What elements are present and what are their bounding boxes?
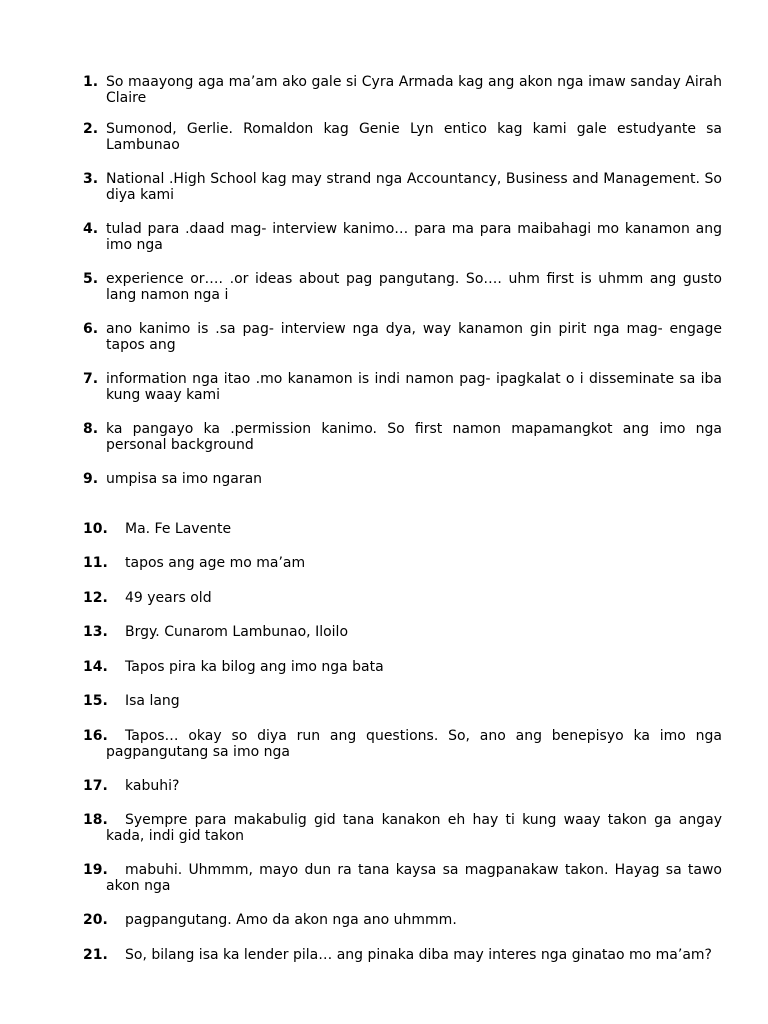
item-text: pagpangutang. Amo da akon nga ano uhmmm. xyxy=(125,912,457,928)
item-number: 21. xyxy=(83,947,108,963)
list-item xyxy=(83,74,722,106)
item-number: 19. xyxy=(83,862,108,878)
list-item xyxy=(83,624,722,640)
item-text: Brgy. Cunarom Lambunao, Iloilo xyxy=(125,624,349,640)
item-number: 5. xyxy=(83,271,99,287)
list-item xyxy=(83,862,722,894)
list-item xyxy=(83,590,722,606)
item-text: ano kanimo is .sa pag- interview nga dya, way kanamon gin pirit nga mag- engage tapos ang xyxy=(106,321,722,353)
item-text: tapos ang age mo ma’am xyxy=(125,555,306,571)
item-text: Syempre para makabulig gid tana kanakon eh hay ti kung waay takon ga angay kada, indi gid takon xyxy=(106,812,722,844)
item-text: So maayong aga ma’am ako gale si Cyra Armada kag ang akon nga imaw sanday Airah Claire xyxy=(106,74,722,106)
item-text: umpisa sa imo ngaran xyxy=(106,471,263,487)
list-item xyxy=(83,659,722,675)
list-item xyxy=(83,121,722,153)
item-number: 18. xyxy=(83,812,108,828)
list-item xyxy=(83,371,722,403)
item-number: 4. xyxy=(83,221,99,237)
item-number: 10. xyxy=(83,521,108,537)
item-number: 20. xyxy=(83,912,108,928)
list-item xyxy=(83,947,722,963)
item-text: Isa lang xyxy=(125,693,180,709)
item-text: Tapos… okay so diya run ang questions. So, ano ang benepisyo ka imo nga pagpangutang sa imo nga xyxy=(106,728,722,760)
item-text: Tapos pira ka bilog ang imo nga bata xyxy=(125,659,384,675)
item-number: 6. xyxy=(83,321,99,337)
list-item xyxy=(83,693,722,709)
list-item xyxy=(83,471,722,487)
item-number: 15. xyxy=(83,693,108,709)
list-item xyxy=(83,321,722,353)
list-item xyxy=(83,171,722,203)
list-item xyxy=(83,728,722,760)
item-text: kabuhi? xyxy=(125,778,180,794)
item-number: 3. xyxy=(83,171,99,187)
item-number: 8. xyxy=(83,421,99,437)
list-item xyxy=(83,521,722,537)
item-text: National .High School kag may strand nga Accountancy, Business and Management. So diya kami xyxy=(106,171,722,203)
item-number: 11. xyxy=(83,555,108,571)
list-item xyxy=(83,271,722,303)
item-number: 16. xyxy=(83,728,108,744)
item-text: tulad para .daad mag- interview kanimo… para ma para maibahagi mo kanamon ang imo nga xyxy=(106,221,722,253)
item-number: 9. xyxy=(83,471,99,487)
item-number: 13. xyxy=(83,624,108,640)
list-item xyxy=(83,221,722,253)
item-text: information nga itao .mo kanamon is indi namon pag- ipagkalat o i disseminate sa iba kung waay kami xyxy=(106,371,722,403)
item-text: 49 years old xyxy=(125,590,212,606)
item-text: Sumonod, Gerlie. Romaldon kag Genie Lyn entico kag kami gale estudyante sa Lambunao xyxy=(106,121,722,153)
item-number: 7. xyxy=(83,371,99,387)
list-item xyxy=(83,812,722,844)
list-item xyxy=(83,912,722,928)
item-text: So, bilang isa ka lender pila… ang pinaka diba may interes nga ginatao mo ma’am? xyxy=(125,947,712,963)
list-item xyxy=(83,778,722,794)
item-number: 17. xyxy=(83,778,108,794)
item-number: 2. xyxy=(83,121,99,137)
item-text: ka pangayo ka .permission kanimo. So first namon mapamangkot ang imo nga personal background xyxy=(106,421,722,453)
item-text: Ma. Fe Lavente xyxy=(125,521,232,537)
item-number: 1. xyxy=(83,74,99,90)
item-text: experience or…. .or ideas about pag pangutang. So…. uhm first is uhmm ang gusto lang namon nga i xyxy=(106,271,722,303)
item-text: mabuhi. Uhmmm, mayo dun ra tana kaysa sa magpanakaw takon. Hayag sa tawo akon nga xyxy=(106,862,722,894)
item-number: 12. xyxy=(83,590,108,606)
item-number: 14. xyxy=(83,659,108,675)
list-item xyxy=(83,421,722,453)
list-item xyxy=(83,555,722,571)
